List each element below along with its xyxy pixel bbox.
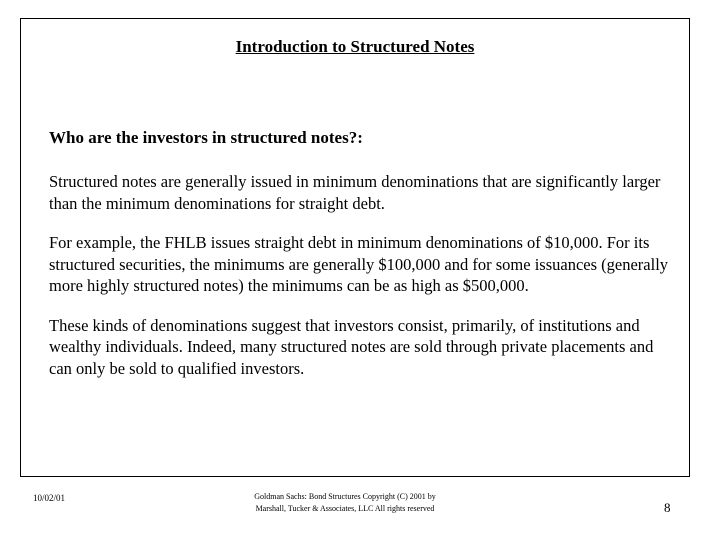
paragraph-denominations: Structured notes are generally issued in minimum denominations that are significantly larger than the minimum denominations for straight debt.	[49, 172, 661, 213]
section-heading: Who are the investors in structured notes?:	[49, 128, 363, 147]
paragraph-investors: These kinds of denominations suggest that investors consist, primarily, of institutions and wealthy individuals. Indeed, many structured notes are sold through private placements and can only be sold to qualified investors.	[49, 315, 654, 378]
paragraph-fhlb-example: For example, the FHLB issues straight debt in minimum denominations of $10,000. For its structured securities, the minimums are generally $100,000 and for some issuances (generally more highly structured notes) the minimums can be as high as $500,000.	[49, 233, 669, 295]
slide-content	[49, 127, 674, 397]
footer-date: 10/02/01	[33, 493, 66, 503]
page-number: 8	[664, 500, 671, 515]
slide-frame	[20, 18, 690, 477]
footer-copyright: Goldman Sachs: Bond Structures Copyright (C) 2001 by Marshall, Tucker & Associates, LLC All rights reserved	[254, 492, 436, 513]
slide-title: Introduction to Structured Notes	[235, 37, 475, 56]
